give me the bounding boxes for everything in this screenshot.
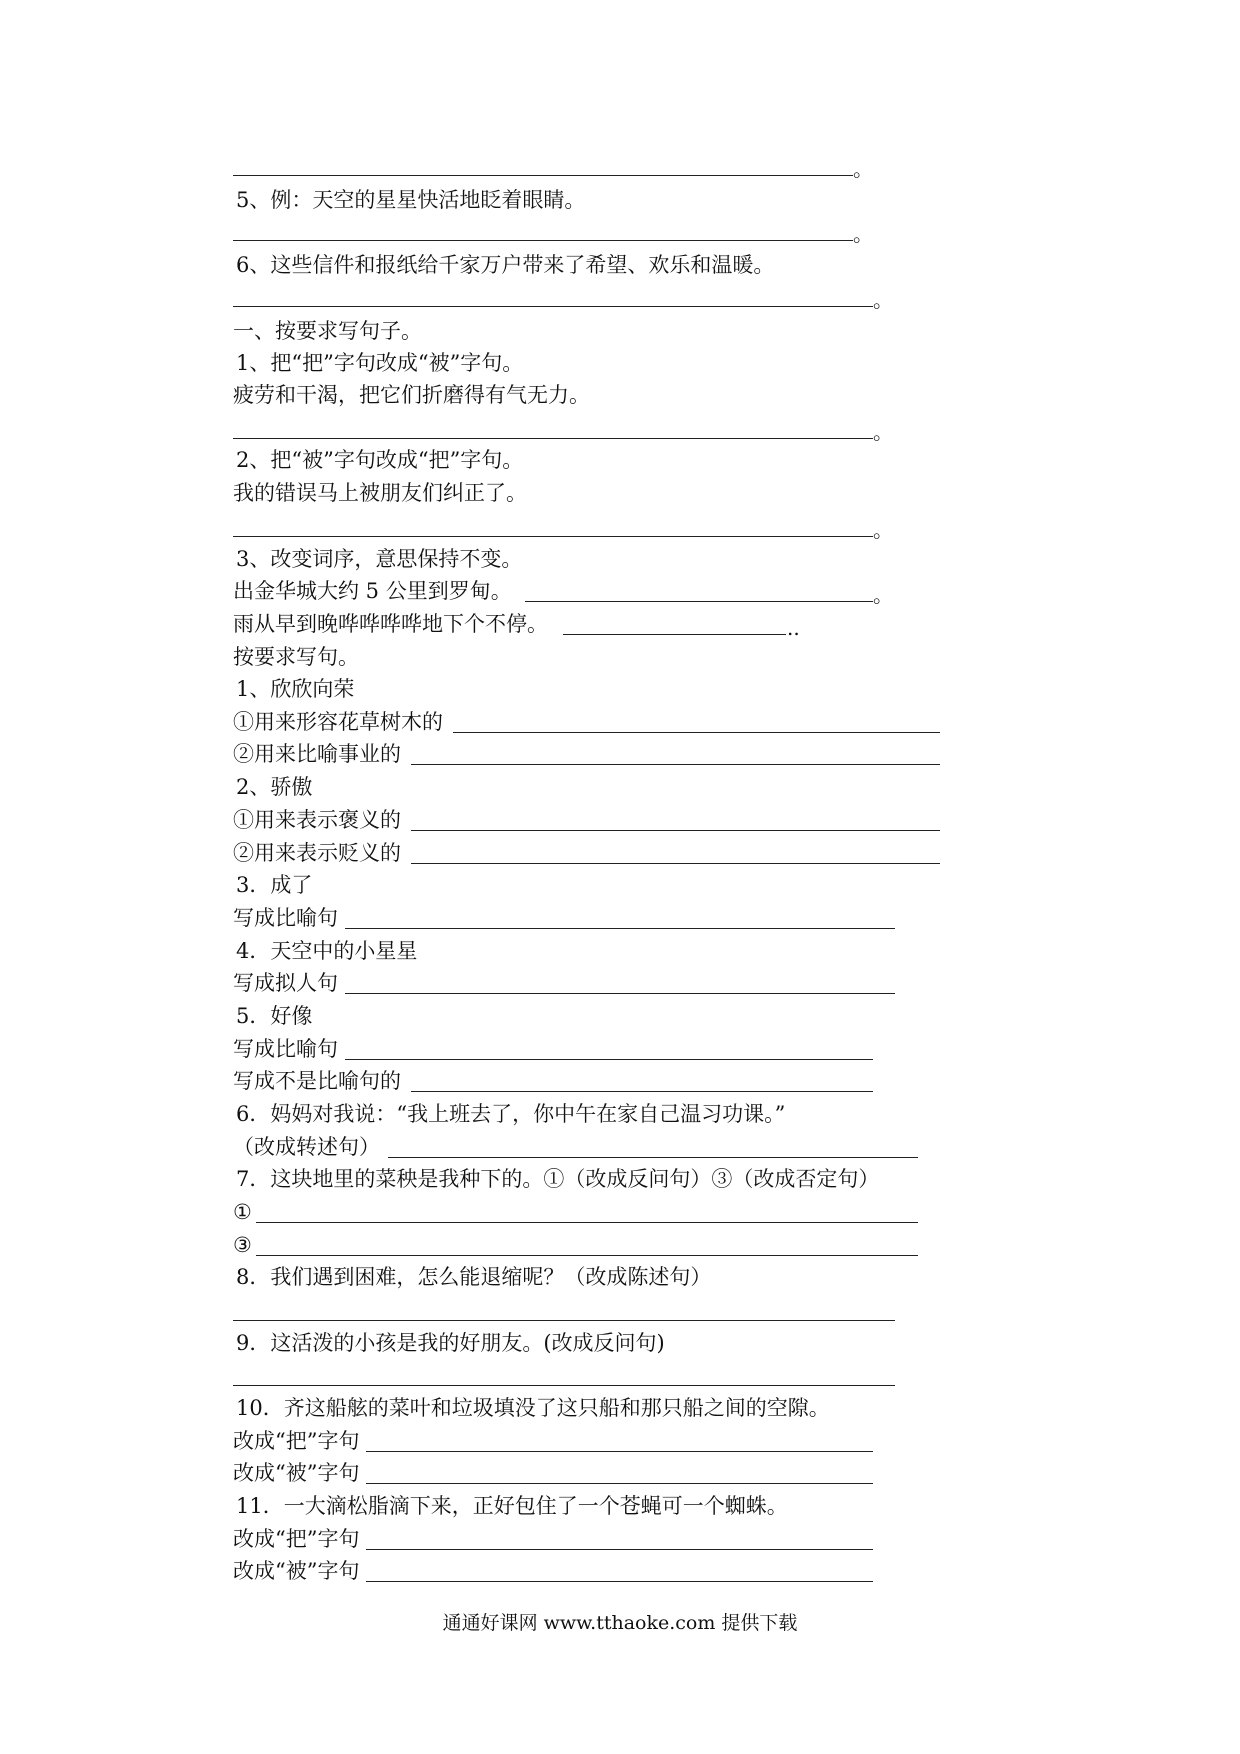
period-mark: 。 — [853, 222, 873, 246]
sentence-text: 我的错误马上被朋友们纠正了。 — [233, 481, 527, 505]
prompt-text: 写成拟人句 — [233, 971, 338, 995]
answer-blank[interactable] — [525, 601, 873, 602]
question-text: 3、改变词序，意思保持不变。 — [236, 547, 523, 571]
answer-blank[interactable] — [256, 1222, 918, 1223]
question-text: 7．这块地里的菜秧是我种下的。①（改成反问句）③（改成否定句） — [236, 1167, 880, 1191]
question-line — [0, 183, 1240, 217]
question-line — [0, 574, 1240, 608]
question-line — [0, 607, 1240, 641]
question-line — [0, 1032, 1240, 1066]
prompt-text: ①用来形容花草树木的 — [233, 710, 443, 734]
question-text: 3．成了 — [236, 873, 313, 897]
question-line — [0, 705, 1240, 739]
answer-blank[interactable] — [411, 830, 940, 831]
prompt-text: ①用来表示褒义的 — [233, 808, 401, 832]
question-text: 10．齐这船舷的菜叶和垃圾填没了这只船和那只船之间的空隙。 — [236, 1396, 830, 1420]
question-line — [0, 999, 1240, 1033]
question-line — [0, 1064, 1240, 1098]
prompt-text: 写成比喻句 — [233, 906, 338, 930]
question-line — [0, 868, 1240, 902]
question-line — [0, 346, 1240, 380]
answer-line-row — [0, 213, 1240, 247]
answer-line-row — [0, 1358, 1240, 1392]
question-text: 1、把“把”字句改成“被”字句。 — [236, 351, 524, 375]
question-line — [0, 1554, 1240, 1588]
section-heading-text: 按要求写句。 — [233, 645, 359, 669]
question-text: 11．一大滴松脂滴下来，正好包住了一个苍蝇可一个蜘蛛。 — [236, 1494, 788, 1518]
question-line — [0, 672, 1240, 706]
answer-line-row — [0, 279, 1240, 313]
question-line — [0, 934, 1240, 968]
question-line — [0, 836, 1240, 870]
prompt-text: ① — [233, 1200, 252, 1224]
sentence-text: 疲劳和干渴，把它们折磨得有气无力。 — [233, 383, 590, 407]
answer-blank[interactable] — [233, 306, 873, 307]
answer-line-row — [0, 411, 1240, 445]
prompt-text: 改成“被”字句 — [233, 1461, 360, 1485]
answer-blank[interactable] — [411, 1091, 873, 1092]
answer-blank[interactable] — [345, 993, 895, 994]
section-heading-text: 一、按要求写句子。 — [233, 319, 422, 343]
prompt-text: 写成不是比喻句的 — [233, 1069, 401, 1093]
question-line — [0, 248, 1240, 282]
answer-blank[interactable] — [233, 240, 853, 241]
question-line — [0, 1097, 1240, 1131]
prompt-text: 改成“被”字句 — [233, 1559, 360, 1583]
period-mark: 。 — [853, 157, 873, 181]
answer-blank[interactable] — [233, 438, 873, 439]
question-text: 6、这些信件和报纸给千家万户带来了希望、欢乐和温暖。 — [236, 253, 775, 277]
answer-blank[interactable] — [388, 1157, 918, 1158]
prompt-text: ②用来表示贬义的 — [233, 841, 401, 865]
question-line — [0, 378, 1240, 412]
question-text: 2、把“被”字句改成“把”字句。 — [236, 448, 524, 472]
prompt-text: 写成比喻句 — [233, 1037, 338, 1061]
question-line — [0, 737, 1240, 771]
answer-blank[interactable] — [453, 732, 940, 733]
prompt-text: ②用来比喻事业的 — [233, 742, 401, 766]
question-line — [0, 1522, 1240, 1556]
prompt-text: 改成“把”字句 — [233, 1429, 360, 1453]
question-line — [0, 1195, 1240, 1229]
question-line — [0, 1489, 1240, 1523]
period-mark: 。 — [873, 420, 893, 444]
answer-blank[interactable] — [366, 1581, 873, 1582]
question-line — [0, 901, 1240, 935]
answer-blank[interactable] — [233, 536, 873, 537]
answer-blank[interactable] — [411, 863, 940, 864]
question-line — [0, 1326, 1240, 1360]
answer-blank[interactable] — [233, 1385, 895, 1386]
answer-blank[interactable] — [345, 928, 895, 929]
question-line — [0, 1424, 1240, 1458]
answer-blank[interactable] — [233, 1320, 895, 1321]
answer-blank[interactable] — [366, 1451, 873, 1452]
question-line — [0, 476, 1240, 510]
question-line — [0, 542, 1240, 576]
question-text: 2、骄傲 — [236, 775, 313, 799]
answer-blank[interactable] — [366, 1549, 873, 1550]
prompt-text: ③ — [233, 1233, 252, 1257]
period-mark: 。 — [873, 288, 893, 312]
question-line — [0, 966, 1240, 1000]
section-heading — [0, 314, 1240, 348]
question-line — [0, 770, 1240, 804]
question-text: 4．天空中的小星星 — [236, 939, 418, 963]
question-line — [0, 1260, 1240, 1294]
question-text: 6．妈妈对我说：“我上班去了，你中午在家自己温习功课。” — [236, 1102, 786, 1126]
question-text: 5、例：天空的星星快活地眨着眼睛。 — [236, 188, 586, 212]
answer-blank[interactable] — [563, 634, 786, 635]
question-line — [0, 803, 1240, 837]
question-line — [0, 1456, 1240, 1490]
period-mark: 。 — [873, 583, 893, 607]
prompt-text: 改成“把”字句 — [233, 1527, 360, 1551]
question-line — [0, 1391, 1240, 1425]
answer-line-row — [0, 509, 1240, 543]
answer-blank[interactable] — [256, 1255, 918, 1256]
answer-line-row — [0, 148, 1240, 182]
sentence-text: 出金华城大约 5 公里到罗甸。 — [233, 579, 512, 603]
answer-blank[interactable] — [345, 1059, 873, 1060]
prompt-text: （改成转述句） — [233, 1135, 380, 1159]
answer-blank[interactable] — [411, 764, 940, 765]
period-mark: 。 — [873, 518, 893, 542]
answer-blank[interactable] — [366, 1483, 873, 1484]
answer-blank[interactable] — [233, 175, 853, 176]
question-line — [0, 1228, 1240, 1262]
question-line — [0, 443, 1240, 477]
page-footer: 通通好课网 www.tthaoke.com 提供下载 — [442, 1612, 798, 1634]
end-mark: .. — [787, 616, 800, 640]
question-line — [0, 1130, 1240, 1164]
section-heading — [0, 640, 1240, 674]
sentence-text: 雨从早到晚哗哗哗哗地下个不停。 — [233, 612, 548, 636]
question-line — [0, 1162, 1240, 1196]
question-text: 1、欣欣向荣 — [236, 677, 355, 701]
question-text: 9．这活泼的小孩是我的好朋友。(改成反问句) — [236, 1331, 665, 1355]
question-text: 5．好像 — [236, 1004, 313, 1028]
answer-line-row — [0, 1293, 1240, 1327]
question-text: 8．我们遇到困难，怎么能退缩呢？（改成陈述句） — [236, 1265, 712, 1289]
